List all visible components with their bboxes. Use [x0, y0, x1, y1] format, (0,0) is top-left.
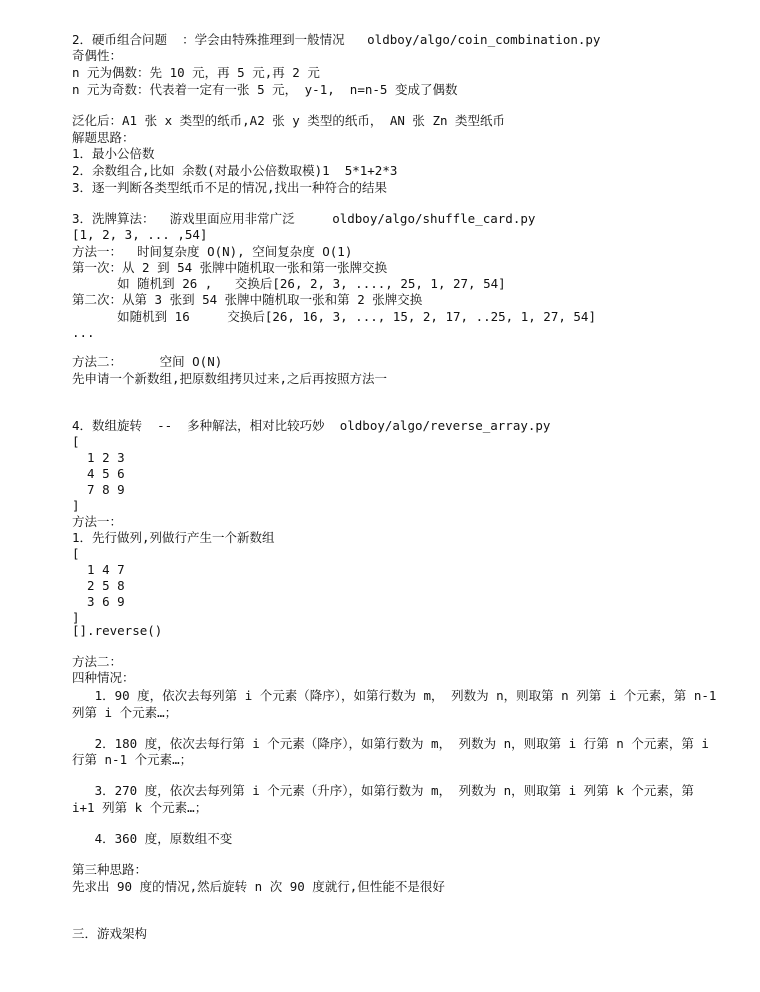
shuffle-first-example: 如 随机到 26 , 交换后[26, 2, 3, ...., 25, 1, 27, 54] — [72, 276, 506, 291]
shuffle-array-line: [1, 2, 3, ... ,54] — [72, 227, 208, 242]
matrix-open-bracket: [ — [72, 434, 80, 449]
shuffle-second-example: 如随机到 16 交换后[26, 16, 3, ..., 15, 2, 17, ..25, 1, 27, 54] — [72, 309, 596, 324]
shuffle-ellipsis: ... — [72, 325, 95, 340]
four-cases-label: 四种情况： — [72, 670, 135, 685]
shuffle-method-2-desc: 先申请一个新数组,把原数组拷贝过来,之后再按照方法一 — [72, 371, 388, 386]
coin-section-heading: 2．硬币组合问题 ：学会由特殊推理到一般情况 oldboy/algo/coin_combination.py — [72, 32, 601, 47]
odd-case-line: n 元为奇数：代表着一定有一张 5 元， y-1, n=n-5 变成了偶数 — [72, 82, 458, 97]
approach-step-2: 2．余数组合,比如 余数(对最小公倍数取模)1 5*1+2*3 — [72, 163, 398, 178]
matrix-close-bracket: ] — [72, 498, 80, 513]
shuffle-section-heading: 3．洗牌算法： 游戏里面应用非常广泛 oldboy/algo/shuffle_card.py — [72, 211, 536, 226]
matrix-open-bracket: [ — [72, 546, 80, 561]
reverse-call-line: [].reverse() — [72, 623, 163, 638]
rotate-section-heading: 4．数组旋转 -- 多种解法，相对比较巧妙 oldboy/algo/reverse_array.py — [72, 418, 551, 433]
parity-label: 奇偶性： — [72, 48, 123, 63]
third-approach-desc: 先求出 90 度的情况,然后旋转 n 次 90 度就行,但性能不是很好 — [72, 879, 445, 894]
even-case-line: n 元为偶数：先 10 元，再 5 元,再 2 元 — [72, 65, 320, 80]
rotate-method-2: 方法二： — [72, 654, 123, 669]
case-90-continued: 列第 i 个元素…； — [72, 705, 178, 720]
case-180-continued: 行第 n-1 个元素…； — [72, 752, 193, 767]
matrix-row: 1 2 3 — [72, 450, 125, 465]
shuffle-method-1: 方法一： 时间复杂度 O(N), 空间复杂度 O(1) — [72, 244, 353, 259]
case-90-line: 1．90 度，依次去每列第 i 个元素（降序），如第行数为 m， 列数为 n，则取第 n 列第 i 个元素，第 n-1 — [72, 688, 717, 703]
matrix-row: 2 5 8 — [72, 578, 125, 593]
matrix-row: 3 6 9 — [72, 594, 125, 609]
rotate-method-1: 方法一： — [72, 514, 123, 529]
approach-label: 解题思路： — [72, 130, 135, 145]
case-270-line: 3．270 度，依次去每列第 i 个元素（升序），如第行数为 m， 列数为 n，则取第 i 列第 k 个元素，第 — [72, 783, 694, 798]
case-270-continued: i+1 列第 k 个元素…； — [72, 800, 208, 815]
matrix-close-bracket: ] — [72, 610, 80, 625]
matrix-row: 7 8 9 — [72, 482, 125, 497]
shuffle-second-pass: 第二次：从第 3 张到 54 张牌中随机取一张和第 2 张牌交换 — [72, 292, 423, 307]
case-360-line: 4．360 度，原数组不变 — [72, 831, 233, 846]
third-approach-label: 第三种思路： — [72, 862, 148, 877]
shuffle-method-2: 方法二： 空间 O(N) — [72, 354, 223, 369]
matrix-row: 4 5 6 — [72, 466, 125, 481]
case-180-line: 2．180 度，依次去每行第 i 个元素（降序），如第行数为 m， 列数为 n，则取第 i 行第 n 个元素，第 i — [72, 736, 709, 751]
rotate-method-1-step: 1．先行做列,列做行产生一个新数组 — [72, 530, 275, 545]
game-architecture-heading: 三．游戏架构 — [72, 926, 148, 941]
approach-step-1: 1．最小公倍数 — [72, 146, 155, 161]
generalization-line: 泛化后：A1 张 x 类型的纸币,A2 张 y 类型的纸币， AN 张 Zn 类型纸币 — [72, 113, 506, 128]
matrix-row: 1 4 7 — [72, 562, 125, 577]
shuffle-first-pass: 第一次：从 2 到 54 张牌中随机取一张和第一张牌交换 — [72, 260, 388, 275]
approach-step-3: 3．逐一判断各类型纸币不足的情况,找出一种符合的结果 — [72, 180, 388, 195]
